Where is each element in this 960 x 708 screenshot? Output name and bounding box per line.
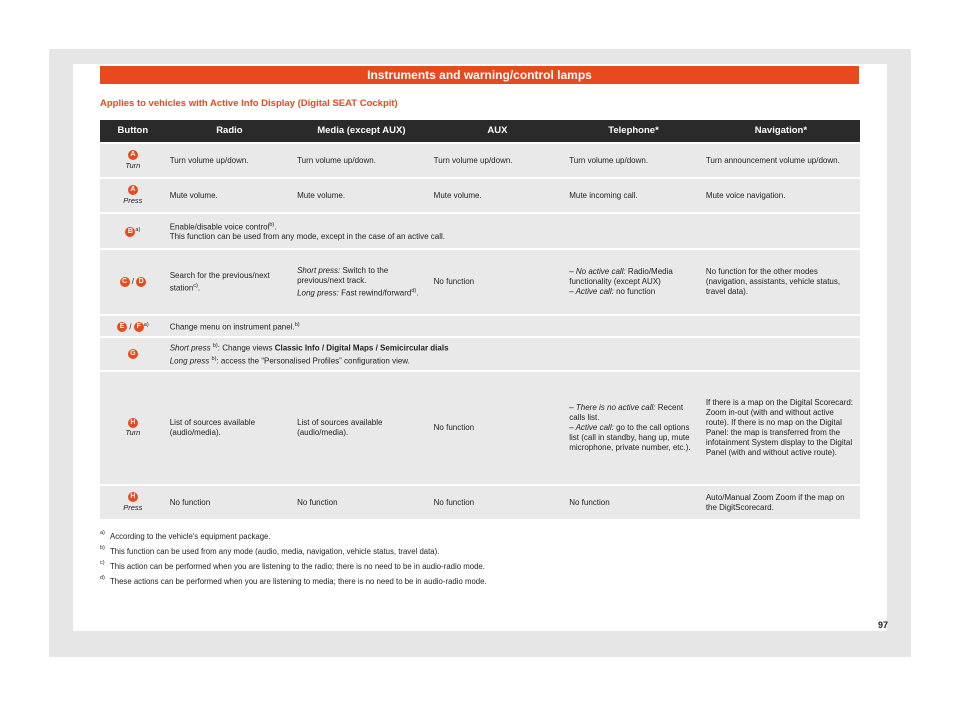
footnote-mark: a) bbox=[100, 530, 105, 536]
footnote bbox=[100, 544, 487, 559]
cell-text: Switch to the previous/next track. bbox=[297, 265, 389, 285]
cell bbox=[565, 372, 702, 484]
cell-label: Short press bbox=[169, 344, 211, 353]
controls-table bbox=[100, 118, 860, 521]
cell: Turn announcement volume up/down. bbox=[702, 144, 860, 177]
table-header-row bbox=[100, 120, 860, 142]
cell bbox=[293, 250, 430, 314]
button-cell bbox=[100, 486, 166, 519]
footnote bbox=[100, 559, 487, 574]
footnote-text: These actions can be performed when you are listening to media; there is no need to be in audio-radio mode. bbox=[110, 577, 487, 586]
cell: Turn volume up/down. bbox=[293, 144, 430, 177]
cell: No function bbox=[430, 372, 566, 484]
button-a-icon: A bbox=[128, 185, 138, 195]
button-cell bbox=[100, 372, 166, 484]
cell-text: no function bbox=[616, 287, 656, 296]
action-label: Turn bbox=[125, 428, 141, 438]
cell: No function bbox=[166, 486, 293, 519]
page-number: 97 bbox=[878, 620, 889, 630]
col-header: AUX bbox=[430, 120, 566, 142]
cell bbox=[166, 316, 860, 336]
footnote bbox=[100, 574, 487, 589]
footnote bbox=[100, 529, 487, 544]
footnote-text: This action can be performed when you are listening to the radio; there is no need to be in audio-radio mode. bbox=[110, 562, 485, 571]
footnote-text: This function can be used from any mode (audio, media, navigation, vehicle status, travel data). bbox=[110, 547, 440, 556]
cell: Turn volume up/down. bbox=[430, 144, 566, 177]
page-subtitle: Applies to vehicles with Active Info Display (Digital SEAT Cockpit) bbox=[100, 98, 398, 109]
table-row bbox=[100, 316, 860, 336]
cell: Mute volume. bbox=[166, 179, 293, 212]
cell: No function bbox=[565, 486, 702, 519]
button-a-icon: A bbox=[128, 150, 138, 160]
cell: Mute voice navigation. bbox=[702, 179, 860, 212]
cell: List of sources available (audio/media). bbox=[293, 372, 430, 484]
action-label: Press bbox=[123, 195, 143, 205]
cell: List of sources available (audio/media). bbox=[166, 372, 293, 484]
separator: / bbox=[129, 322, 132, 332]
button-g-icon: G bbox=[128, 349, 138, 359]
button-h-icon: H bbox=[128, 418, 138, 428]
button-cell bbox=[100, 338, 166, 370]
cell bbox=[166, 214, 860, 248]
table-row bbox=[100, 144, 860, 177]
footnote-mark: a) bbox=[135, 226, 141, 233]
action-label: Press bbox=[123, 502, 143, 512]
cell-label: Short press: bbox=[297, 265, 341, 275]
cell-text: Change menu on instrument panel. bbox=[169, 322, 295, 332]
cell-text: Recent calls list. bbox=[569, 403, 684, 422]
cell-views: Classic Info / Digital Maps / Semicircular dials bbox=[274, 344, 449, 353]
table-row bbox=[100, 250, 860, 314]
col-header: Telephone* bbox=[565, 120, 702, 142]
cell-label: – Active call: bbox=[569, 423, 614, 432]
cell-text: go to the call options list (call in standby, hang up, mute microphone, private number, etc.). bbox=[569, 423, 691, 452]
footnote-mark: d) bbox=[100, 575, 105, 581]
button-cell bbox=[100, 316, 166, 336]
col-header: Media (except AUX) bbox=[293, 120, 430, 142]
cell-label: Long press: bbox=[297, 288, 339, 298]
footnote-mark: b) bbox=[211, 356, 217, 362]
footnote-mark: c) bbox=[100, 560, 105, 566]
cell-text: . bbox=[197, 283, 201, 293]
cell: No function for the other modes (navigation, assistants, vehicle status, travel data). bbox=[702, 250, 860, 314]
cell-label: – No active call: bbox=[569, 267, 626, 276]
cell-text: Radio/Media functionality (except AUX) bbox=[569, 267, 673, 286]
button-f-icon: F bbox=[134, 322, 144, 332]
cell bbox=[166, 250, 293, 314]
action-label: Turn bbox=[125, 160, 141, 170]
col-header: Button bbox=[100, 120, 166, 142]
button-h-icon: H bbox=[128, 492, 138, 502]
button-cell bbox=[100, 214, 166, 248]
cell: No function bbox=[430, 250, 566, 314]
table-row bbox=[100, 338, 860, 370]
cell-text: : access the “Personalised Profiles” configuration view. bbox=[216, 356, 410, 366]
cell bbox=[166, 338, 860, 370]
footnote-mark: d) bbox=[411, 287, 417, 294]
footnotes bbox=[100, 529, 487, 589]
cell: Turn volume up/down. bbox=[565, 144, 702, 177]
button-c-icon: C bbox=[120, 277, 130, 287]
cell: No function bbox=[293, 486, 430, 519]
footnote-mark: b) bbox=[269, 221, 275, 228]
cell: Turn volume up/down. bbox=[166, 144, 293, 177]
cell: Mute incoming call. bbox=[565, 179, 702, 212]
cell-text: . bbox=[274, 222, 277, 232]
section-header: Instruments and warning/control lamps bbox=[100, 66, 859, 84]
footnote-mark: c) bbox=[193, 282, 198, 289]
table-row bbox=[100, 372, 860, 484]
cell-label: – Active call: bbox=[569, 287, 614, 296]
cell: If there is a map on the Digital Scorecard: Zoom in-out (with and without active route). If there is no map on the Digital Panel: the map is transferred from the infotainment System display to the Digital Panel (with and without active route). bbox=[702, 372, 860, 484]
button-e-icon: E bbox=[117, 322, 127, 332]
button-b-icon: B bbox=[125, 227, 135, 237]
cell-label: Long press bbox=[169, 356, 210, 366]
cell-text: : Change views bbox=[217, 344, 273, 353]
separator: / bbox=[131, 277, 134, 287]
cell-text: Fast rewind/forward bbox=[341, 288, 412, 298]
cell-text: Search for the previous/next station bbox=[169, 270, 270, 293]
cell-text: . bbox=[416, 288, 419, 298]
table-row bbox=[100, 179, 860, 212]
footnote-mark: a) bbox=[143, 321, 149, 328]
cell-text: Enable/disable voice control bbox=[169, 222, 270, 232]
col-header: Radio bbox=[166, 120, 293, 142]
button-cell bbox=[100, 179, 166, 212]
cell: Mute volume. bbox=[430, 179, 566, 212]
cell-label: – There is no active call: bbox=[569, 403, 656, 412]
cell: Auto/Manual Zoom Zoom if the map on the DigitScorecard. bbox=[702, 486, 860, 519]
footnote-mark: b) bbox=[212, 343, 218, 350]
cell: No function bbox=[430, 486, 566, 519]
button-cell bbox=[100, 144, 166, 177]
footnote-mark: b) bbox=[100, 545, 105, 551]
button-d-icon: D bbox=[136, 277, 146, 287]
cell: Mute volume. bbox=[293, 179, 430, 212]
table-row bbox=[100, 214, 860, 248]
footnote-text: According to the vehicle's equipment package. bbox=[110, 532, 271, 541]
cell-text: This function can be used from any mode, except in the case of an active call. bbox=[169, 232, 445, 242]
button-cell bbox=[100, 250, 166, 314]
footnote-mark: b) bbox=[294, 321, 300, 328]
table-row bbox=[100, 486, 860, 519]
col-header: Navigation* bbox=[702, 120, 860, 142]
cell bbox=[565, 250, 702, 314]
